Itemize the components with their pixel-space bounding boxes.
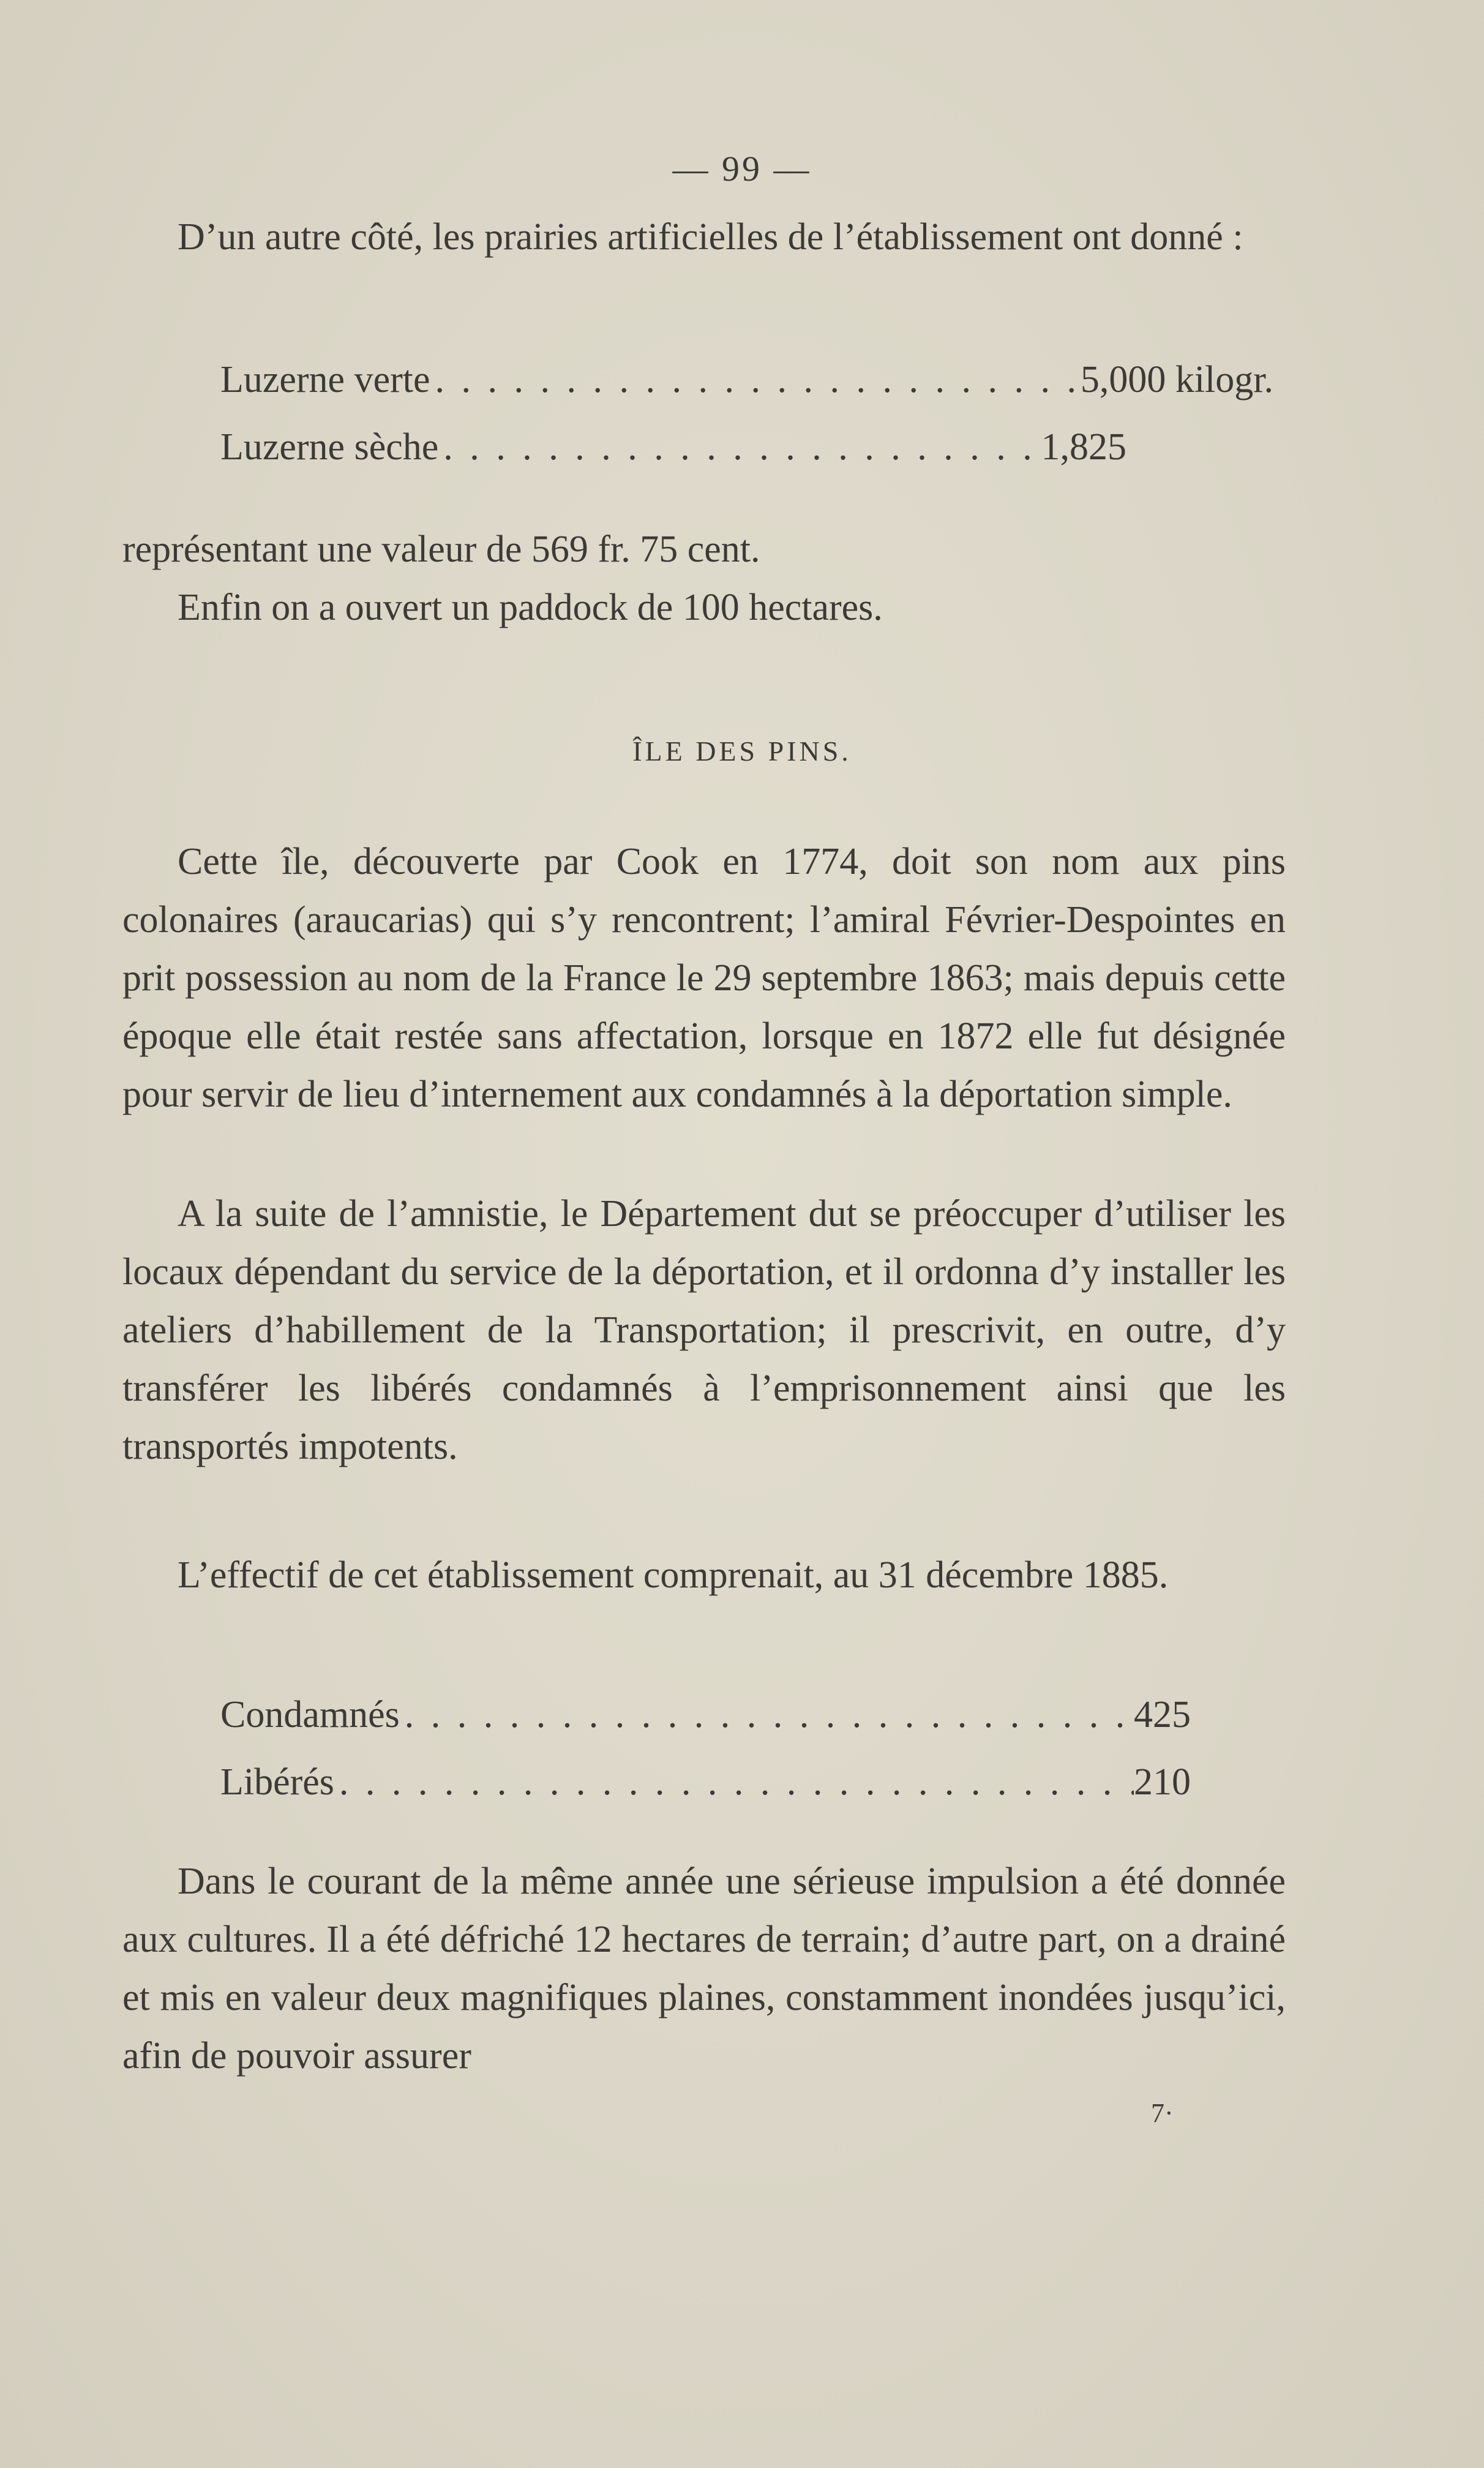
paragraph-prairies: D’un autre côté, les prairies artificielles de l’établissement ont donné : [178,216,1243,258]
entry-condamnes [220,1684,1191,1745]
entry-luzerne-verte [220,349,1273,410]
page-number: — 99 — [672,149,812,189]
entry-value: 210 [1134,1761,1191,1803]
paragraph-ile-des-pins: Cette île, découverte par Cook en 1774, doit son nom aux pins colonaires (araucarias) qui s’y rencontrent; l’amiral Février-Despointes en prit possession au nom de la France le 29 septembre 1863; mais depuis cette époque elle était restée sans affectation, lorsque en 1872 elle fut désignée pour servir de lieu d’internement aux condamnés à la déportation simple. [122,841,1286,1115]
paragraph-paddock: Enfin on a ouvert un paddock de 100 hectares. [178,587,883,628]
entry-label: Luzerne sèche [220,426,439,468]
paragraph-amnistie: A la suite de l’amnistie, le Département dut se préoccuper d’utiliser les locaux dépendant du service de la déportation, et il ordonna d’y installer les ateliers d’habillement de la Transportation; il prescrivit, en outre, d’y transférer les libérés condamnés à l’emprisonnement ainsi que les transportés impotents. [122,1193,1286,1467]
dot-leader [430,349,1080,410]
signature-mark: 7· [1151,2098,1174,2128]
entry-label: Condamnés [220,1694,400,1736]
dot-leader [438,416,1041,478]
paragraph-valeur: représentant une valeur de 569 fr. 75 cent. [122,529,760,570]
entry-label: Luzerne verte [220,359,430,401]
dot-leader [334,1751,1134,1813]
entry-value: 425 [1134,1694,1191,1736]
paragraph-effectif: L’effectif de cet établissement comprenait, au 31 décembre 1885. [178,1554,1169,1596]
entry-value: 1,825 [1041,426,1126,468]
entry-luzerne-seche [220,416,1126,478]
entry-liberes [220,1751,1191,1813]
entry-value: 5,000 kilogr. [1080,359,1273,401]
paragraph-cultures: Dans le courant de la même année une sérieuse impulsion a été donnée aux cultures. Il a été défriché 12 hectares de terrain; d’autre part, on a drainé et mis en valeur deux magnifiques plaines, constamment inondées jusqu’ici, afin de pouvoir assurer [122,1860,1286,2077]
entry-label: Libérés [220,1761,334,1803]
dot-leader [400,1684,1134,1745]
section-heading: ÎLE DES PINS. [632,736,852,767]
